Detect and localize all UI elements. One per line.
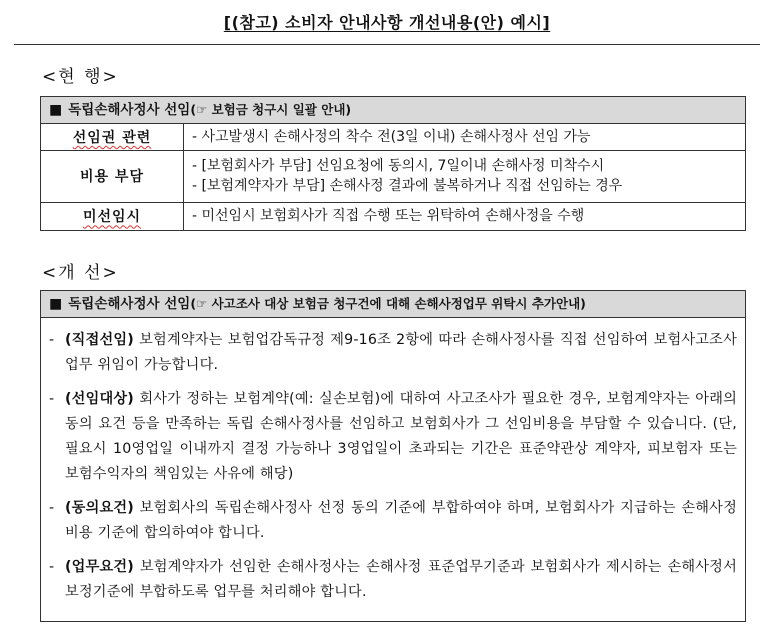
current-table bbox=[41, 124, 745, 230]
current-box bbox=[40, 96, 746, 231]
current-heading: <현 행> bbox=[42, 67, 119, 87]
square-bullet-icon: ■ bbox=[49, 296, 63, 312]
document-title: [(참고) 소비자 안내사항 개선내용(안) 예시] bbox=[223, 13, 551, 32]
improved-box-header bbox=[41, 291, 745, 318]
improved-heading: <개 선> bbox=[42, 263, 119, 283]
current-box-note: (☞ 보험금 청구시 일괄 안내) bbox=[190, 102, 352, 117]
row-content: - [보험회사가 부담] 선임요청에 동의시, 7일이내 손해사정 미착수시 - [보험계약자가 부담] 손해사정 결과에 불복하거나 직접 선임하는 경우 bbox=[184, 150, 746, 202]
list-item: - (업무요건) 보험계약자가 선임한 손해사정사는 손해사정 표준업무기준과 보험회사가 제시하는 손해사정서 보정기준에 부합하도록 업무를 처리해야 합니다. bbox=[49, 559, 737, 600]
table-row bbox=[41, 124, 745, 150]
list-item: - (동의요건) 보험회사의 독립손해사정사 선정 동의 기준에 부합하여야 하며, 보험회사가 지급하는 손해사정 비용 기준에 합의하여야 합니다. bbox=[49, 500, 737, 541]
current-box-header bbox=[41, 97, 745, 124]
row-label: 선임권 관련 bbox=[41, 124, 184, 150]
improved-box-title: 독립손해사정사 선임 bbox=[68, 296, 191, 312]
row-content: - 미선임시 보험회사가 직접 수행 또는 위탁하여 손해사정을 수행 bbox=[184, 202, 746, 230]
list-item: - (직접선임) 보험계약자는 보험업감독규정 제9-16조 2항에 따라 손해사정사를 직접 선임하여 보험사고조사 업무 위임이 가능합니다. bbox=[49, 332, 737, 373]
table-row bbox=[41, 150, 745, 202]
row-content: - 사고발생시 손해사정의 착수 전(3일 이내) 손해사정사 선임 가능 bbox=[192, 128, 591, 145]
improved-box bbox=[40, 290, 746, 622]
table-row bbox=[41, 202, 745, 230]
list-item: - (선임대상) 회사가 정하는 보험계약(예: 실손보험)에 대하여 사고조사가 필요한 경우, 보험계약자는 아래의 동의 요건 등을 만족하는 독립 손해사정사를 선임하고 보험회사가 그 선임비용을 부담할 수 있습니다. (단, 필요시 10영업일 이내까지 결정 가능하나 3영업일이 초과되는 기간은 표준약관상 계약자, 피보험자 또는 보험수익자의 책임있는 사유에 해당) bbox=[49, 391, 737, 482]
title-divider bbox=[14, 44, 760, 45]
current-box-title: 독립손해사정사 선임 bbox=[68, 102, 191, 118]
square-bullet-icon: ■ bbox=[49, 102, 63, 118]
improved-items bbox=[41, 318, 745, 605]
improved-box-note: (☞ 사고조사 대상 보험금 청구건에 대해 손해사정업무 위탁시 추가안내) bbox=[190, 296, 586, 311]
row-label: 미선임시 bbox=[41, 202, 184, 230]
row-label: 비용 부담 bbox=[41, 150, 184, 202]
